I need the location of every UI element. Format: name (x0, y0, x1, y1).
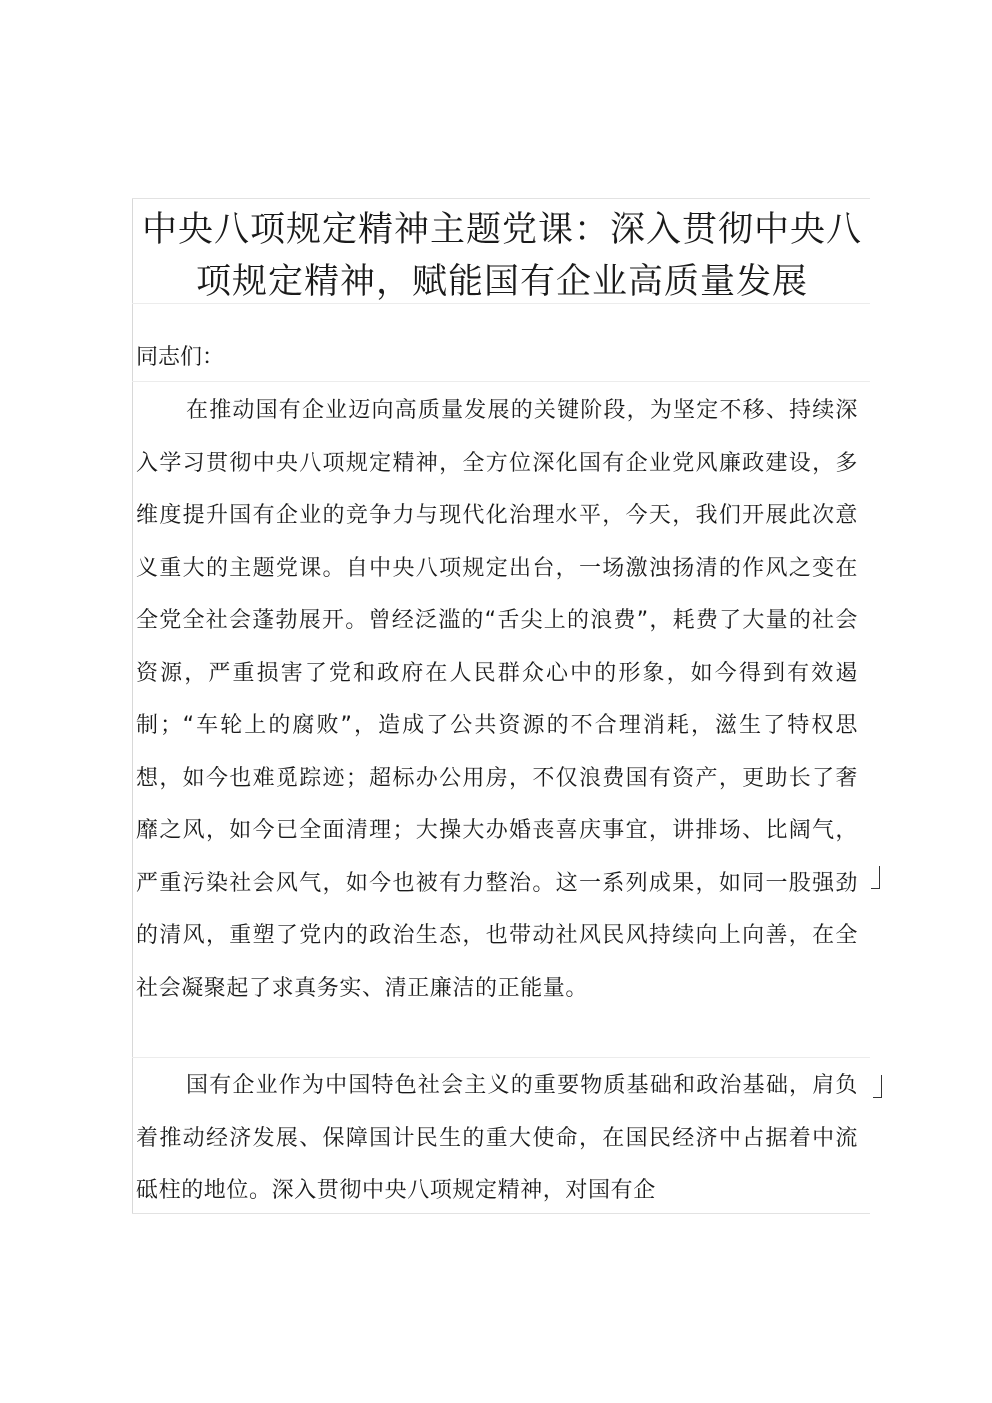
paragraph-corner-mark (871, 866, 880, 889)
separator-line (132, 1057, 870, 1058)
paragraph-corner-mark (873, 1075, 882, 1098)
document-title: 中央八项规定精神主题党课：深入贯彻中央八项规定精神，赋能国有企业高质量发展 (141, 210, 862, 302)
separator-line (132, 381, 870, 382)
body-paragraph: 在推动国有企业迈向高质量发展的关键阶段，为坚定不移、持续深入学习贯彻中央八项规定精神，全方位深化国有企业党风廉政建设，多维度提升国有企业的竞争力与现代化治理水平，今天，我们开展此次意义重大的主题党课。自中央八项规定出台，一场激浊扬清的作风之变在全党全社会蓬勃展开。曾经泛滥的“舌尖上的浪费”，耗费了大量的社会资源，严重损害了党和政府在人民群众心中的形象，如今得到有效遏制；“车轮上的腐败”，造成了公共资源的不合理消耗，滋生了特权思想，如今也难觅踪迹；超标办公用房，不仅浪费国有资产，更助长了奢靡之风，如今已全面清理；大操大办婚丧喜庆事宜，讲排场、比阔气，严重污染社会风气，如今也被有力整治。这一系列成果，如同一股强劲的清风，重塑了党内的政治生态，也带动社风民风持续向上向善，在全社会凝聚起了求真务实、清正廉洁的正能量。 (136, 398, 858, 1001)
frame-top-border (132, 198, 870, 199)
salutation: 同志们： (136, 345, 225, 370)
separator-line (132, 303, 870, 304)
body-paragraph: 国有企业作为中国特色社会主义的重要物质基础和政治基础，肩负着推动经济发展、保障国计民生的重大使命，在国民经济中占据着中流砥柱的地位。深入贯彻中央八项规定精神，对国有企 (136, 1073, 858, 1203)
